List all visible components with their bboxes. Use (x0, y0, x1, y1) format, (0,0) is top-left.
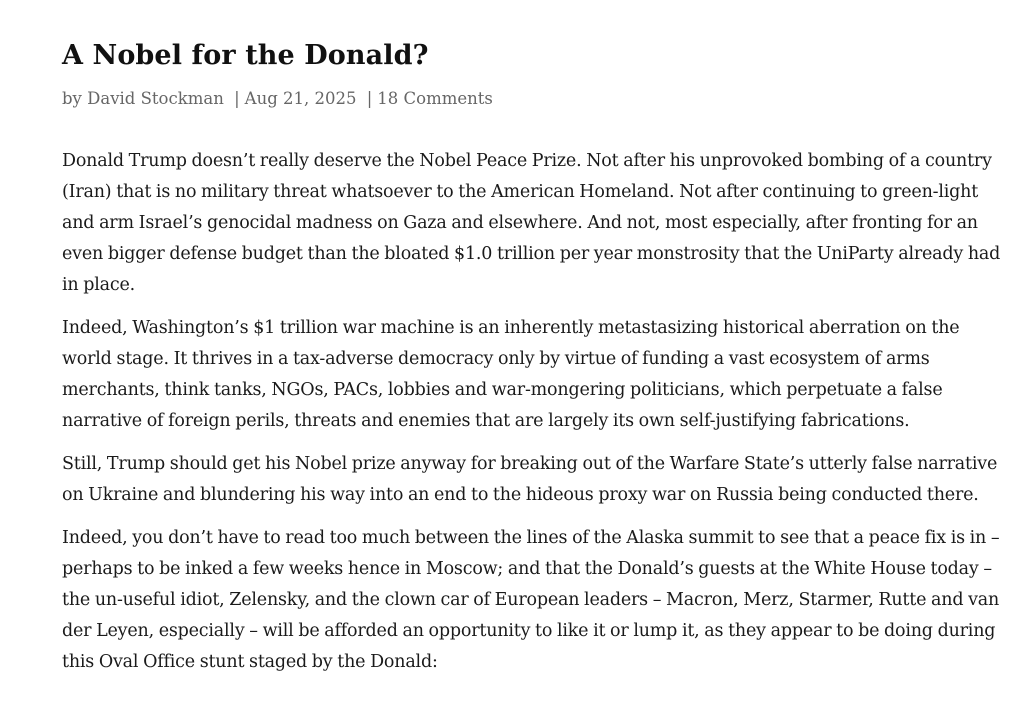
byline-separator: | (234, 89, 240, 108)
byline (62, 86, 1007, 112)
comments-link[interactable]: 18 Comments (377, 89, 493, 108)
publish-date: Aug 21, 2025 (244, 89, 357, 108)
paragraph: Indeed, you don’t have to read too much between the lines of the Alaska summit to see that a peace fix is in – perhaps to be inked a few weeks hence in Moscow; and that the Donald’s guests at the White House today – the un-useful idiot, Zelensky, and the clown car of European leaders – Macron, Merz, Starmer, Rutte and van der Leyen, especially – will be afforded an opportunity to like it or lump it, as they appear to be doing during this Oval Office stunt staged by the Donald: (62, 528, 1000, 672)
paragraph: Still, Trump should get his Nobel prize anyway for breaking out of the Warfare State’s utterly false narrative on Ukraine and blundering his way into an end to the hideous proxy war on Russia being conducted there. (62, 454, 998, 505)
article-body (62, 146, 1007, 678)
author-link[interactable]: David Stockman (87, 89, 224, 108)
article-title: A Nobel for the Donald? (62, 40, 429, 71)
byline-separator: | (366, 89, 373, 108)
paragraph: Indeed, Washington’s $1 trillion war machine is an inherently metastasizing historical aberration on the world stage. It thrives in a tax-adverse democracy only by virtue of funding a vast ecosystem of arms merchants, think tanks, NGOs, PACs, lobbies and war-mongering politicians, which perpetuate a false narrative of foreign perils, threats and enemies that are largely its own self-justifying fabrications. (62, 318, 960, 431)
byline-prefix: by (62, 89, 82, 108)
article (62, 36, 1007, 690)
paragraph: Donald Trump doesn’t really deserve the Nobel Peace Prize. Not after his unprovoked bombing of a country (Iran) that is no military threat whatsoever to the American Homeland. Not after continuing to green-light and arm Israel’s genocidal madness on Gaza and elsewhere. And not, most especially, after fronting for an even bigger defense budget than the bloated $1.0 trillion per year monstrosity that the UniParty already had in place. (62, 151, 1001, 295)
